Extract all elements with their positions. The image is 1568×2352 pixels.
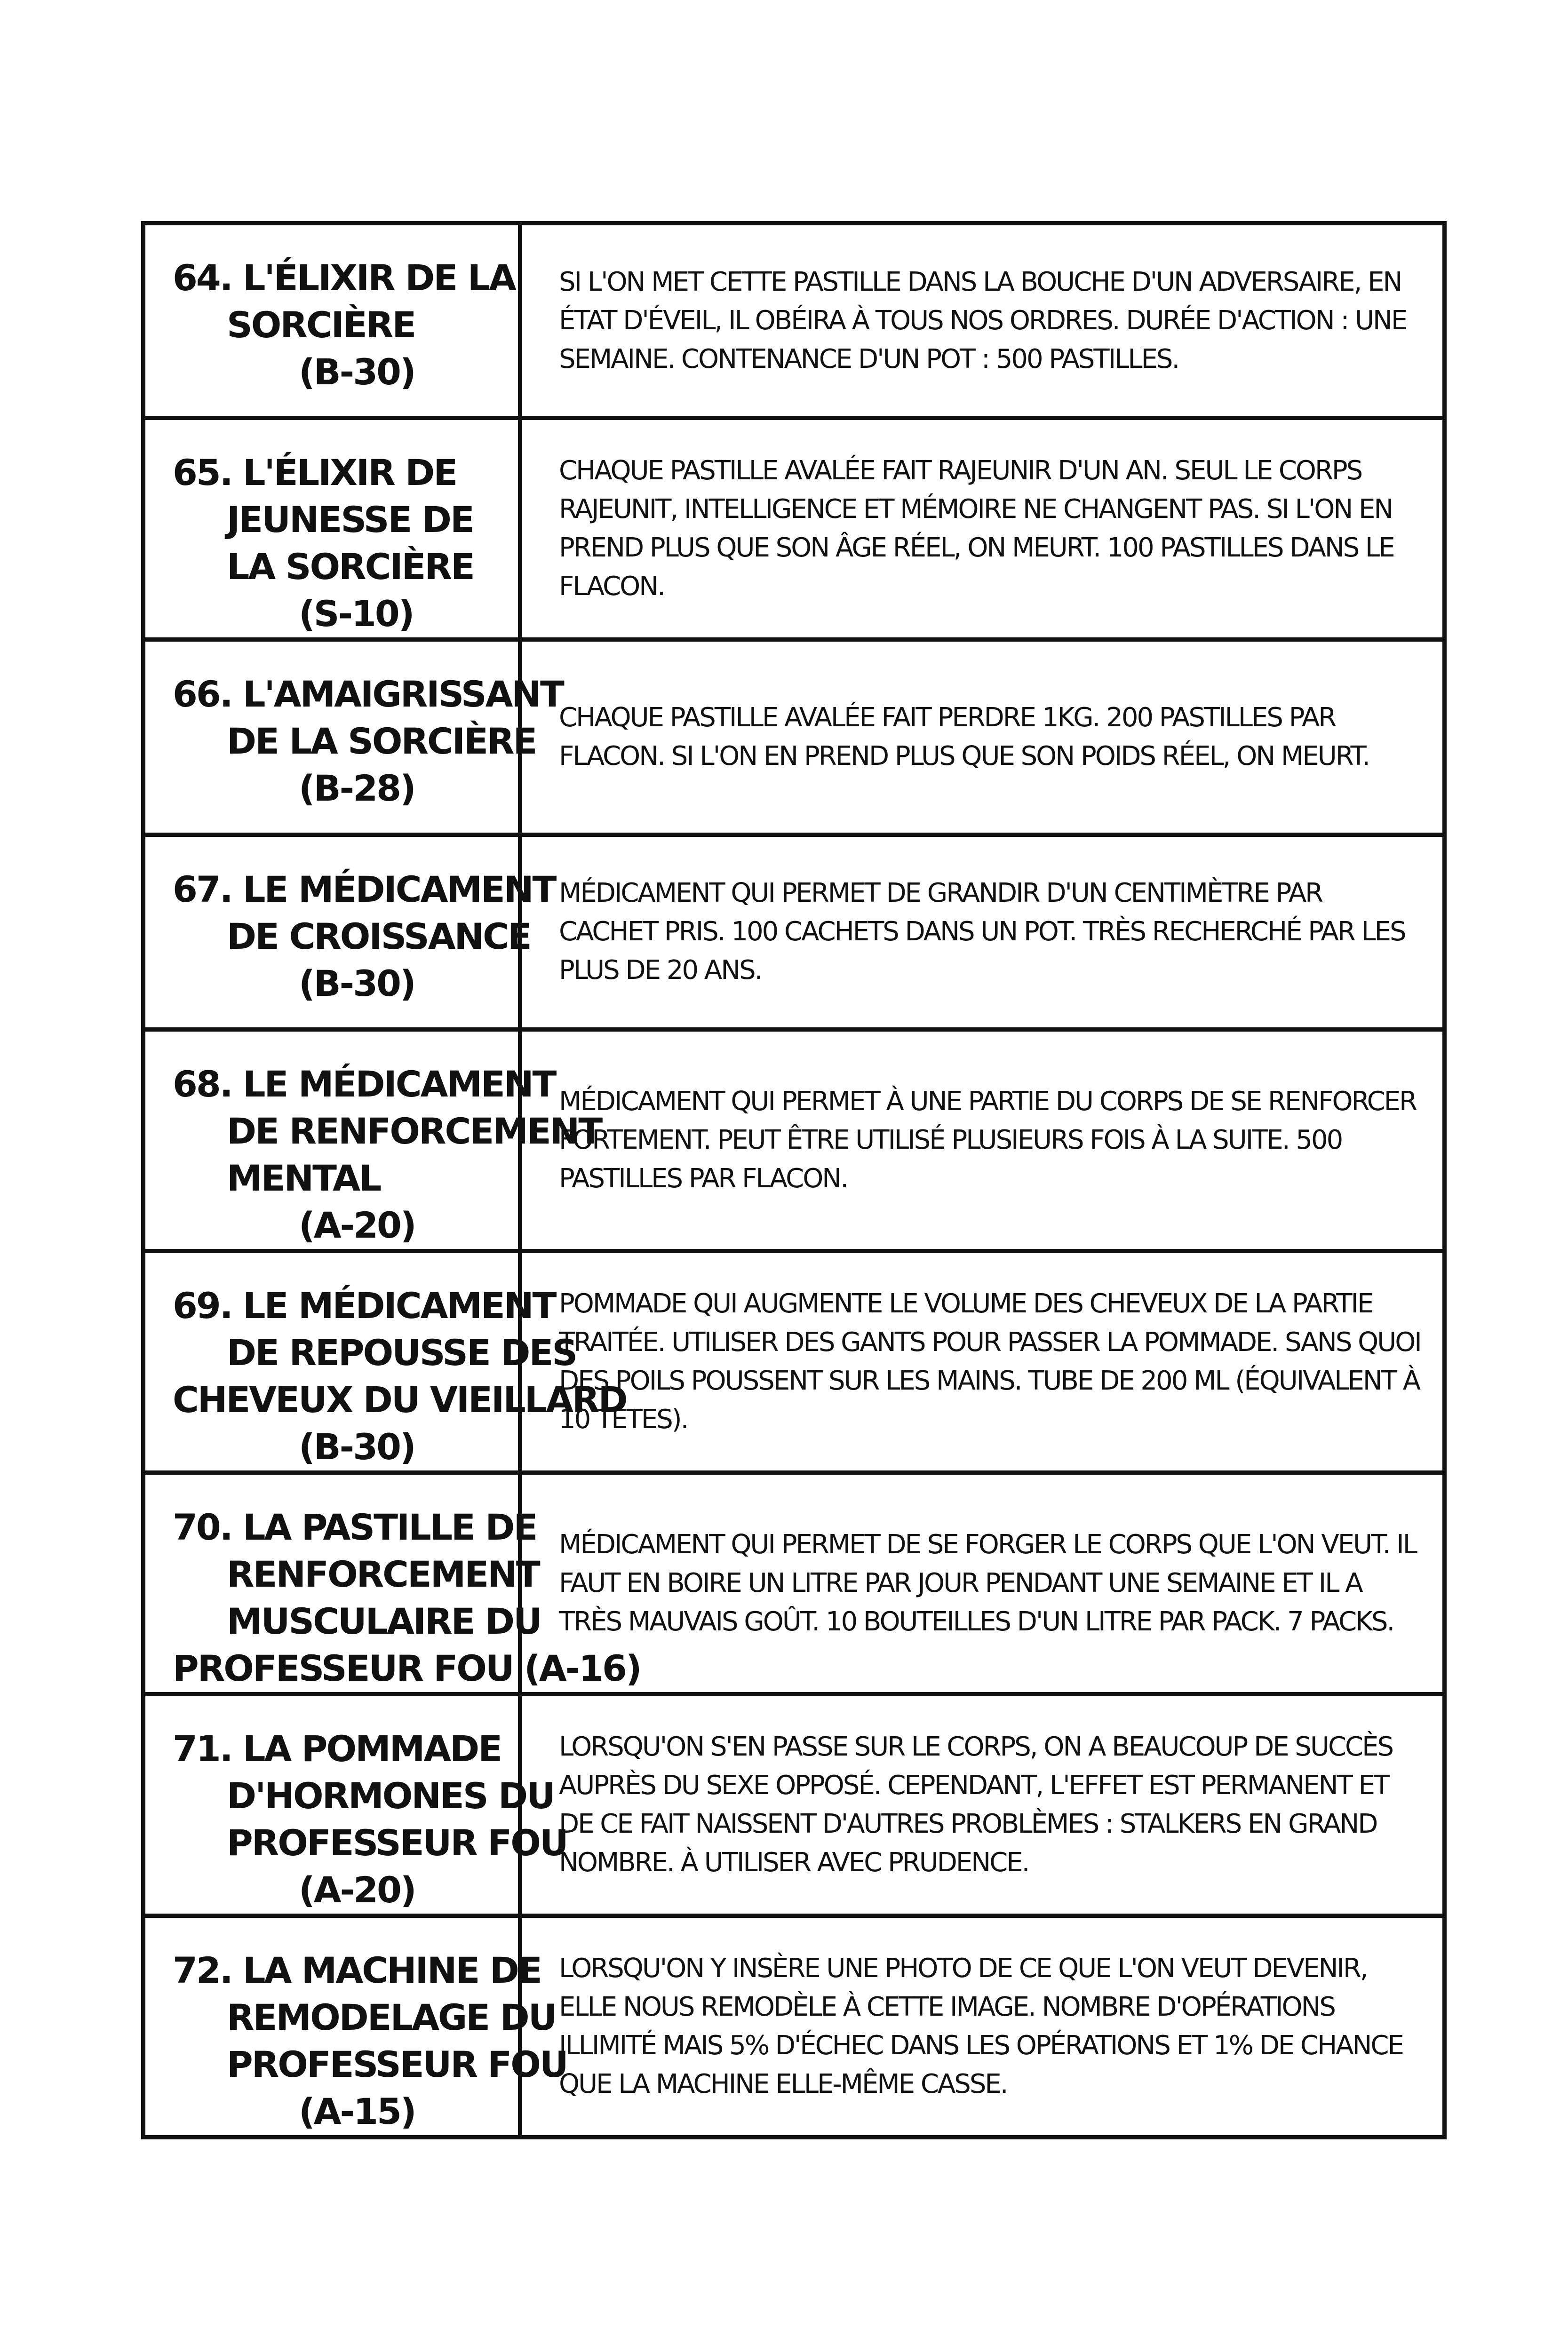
item-name-cell <box>145 225 522 420</box>
item-name-line: DE RENFORCEMENT <box>227 1110 602 1152</box>
item-name-cell <box>145 1696 567 1918</box>
item-description-cell <box>522 1918 1442 2135</box>
item-code: (A-20) <box>299 1869 415 1911</box>
item-name-line: DE LA SORCIÈRE <box>227 720 536 763</box>
item-description-cell <box>522 420 1442 642</box>
item-description: SI L'ON MET CETTE PASTILLE DANS LA BOUCHE D'UN ADVERSAIRE, EN ÉTAT D'ÉVEIL, IL OBÉIRA À TOUS NOS ORDRES. DURÉE D'ACTION : UNE SEMAINE. CONTENANCE D'UN POT : 500 PASTILLES. <box>559 266 1407 374</box>
item-name-cell <box>145 1918 567 2135</box>
item-code: (S-10) <box>299 593 414 635</box>
item-name-line: 64. L'ÉLIXIR DE LA <box>173 257 515 299</box>
item-description: POMMADE QUI AUGMENTE LE VOLUME DES CHEVEUX DE LA PARTIE TRAITÉE. UTILISER DES GANTS POUR PASSER LA POMMADE. SANS QUOI DES POILS POUSSENT SUR LES MAINS. TUBE DE 200 ML (ÉQUIVALENT À 10 TÊTES). <box>559 1288 1421 1435</box>
item-name-line: SORCIÈRE <box>227 304 415 346</box>
item-name-line: MENTAL <box>227 1157 381 1199</box>
item-name-line: 72. LA MACHINE DE <box>173 1949 541 1991</box>
item-catalog-table <box>141 221 1447 2139</box>
item-name-cell <box>145 420 522 642</box>
item-code: (B-30) <box>299 1426 415 1468</box>
item-code: (B-30) <box>299 962 415 1004</box>
item-description-cell <box>522 1696 1442 1918</box>
item-name-line: 71. LA POMMADE <box>173 1728 501 1770</box>
item-name-line: PROFESSEUR FOU <box>227 1822 567 1864</box>
item-name-line: JEUNESSE DE <box>227 499 473 541</box>
item-name-cell <box>145 642 563 836</box>
item-description-cell <box>522 1475 1442 1696</box>
item-description-cell <box>522 1253 1442 1475</box>
item-name-line: 66. L'AMAIGRISSANT <box>173 673 563 715</box>
item-name-line: 65. L'ÉLIXIR DE <box>173 452 457 494</box>
item-code: (B-30) <box>299 351 415 393</box>
item-name-line: D'HORMONES DU <box>227 1775 554 1817</box>
item-name-line: DE CROISSANCE <box>227 915 531 957</box>
item-description: CHAQUE PASTILLE AVALÉE FAIT PERDRE 1KG. 200 PASTILLES PAR FLACON. SI L'ON EN PREND PLUS QUE SON POIDS RÉEL, ON MEURT. <box>559 702 1369 771</box>
item-name-line: CHEVEUX DU VIEILLARD <box>173 1379 627 1421</box>
item-name-line: DE REPOUSSE DES <box>227 1332 577 1374</box>
item-description: MÉDICAMENT QUI PERMET À UNE PARTIE DU CORPS DE SE RENFORCER FORTEMENT. PEUT ÊTRE UTILISÉ PLUSIEURS FOIS À LA SUITE. 500 PASTILLES PAR FLACON. <box>559 1086 1417 1194</box>
item-description: MÉDICAMENT QUI PERMET DE SE FORGER LE CORPS QUE L'ON VEUT. IL FAUT EN BOIRE UN LITRE PAR JOUR PENDANT UNE SEMAINE ET IL A TRÈS MAUVAIS GOÛT. 10 BOUTEILLES D'UN LITRE PAR PACK. 7 PACKS. <box>559 1529 1416 1637</box>
item-name-line: REMODELAGE DU <box>227 1996 556 2038</box>
item-description-cell <box>522 225 1442 420</box>
item-name-cell <box>145 837 556 1032</box>
item-name-cell <box>145 1475 641 1696</box>
item-name-line: 67. LE MÉDICAMENT <box>173 868 556 910</box>
item-name-cell <box>145 1032 602 1253</box>
item-code: (A-20) <box>299 1204 415 1246</box>
item-name-line: 70. LA PASTILLE DE <box>173 1506 537 1548</box>
item-name-line: LA SORCIÈRE <box>227 546 474 588</box>
item-name-cell <box>145 1253 627 1475</box>
item-description-cell <box>522 1032 1442 1253</box>
item-code: (A-15) <box>299 2090 415 2132</box>
item-description-cell <box>522 837 1442 1032</box>
item-description: LORSQU'ON Y INSÈRE UNE PHOTO DE CE QUE L'ON VEUT DEVENIR, ELLE NOUS REMODÈLE À CETTE IMAGE. NOMBRE D'OPÉRATIONS ILLIMITÉ MAIS 5% D'ÉCHEC DANS LES OPÉRATIONS ET 1% DE CHANCE QUE LA MACHINE ELLE-MÊME CASSE. <box>559 1953 1403 2099</box>
item-description: CHAQUE PASTILLE AVALÉE FAIT RAJEUNIR D'UN AN. SEUL LE CORPS RAJEUNIT, INTELLIGENCE ET MÉMOIRE NE CHANGENT PAS. SI L'ON EN PREND PLUS QUE SON ÂGE RÉEL, ON MEURT. 100 PASTILLES DANS LE FLACON. <box>559 455 1394 602</box>
item-description: MÉDICAMENT QUI PERMET DE GRANDIR D'UN CENTIMÈTRE PAR CACHET PRIS. 100 CACHETS DANS UN POT. TRÈS RECHERCHÉ PAR LES PLUS DE 20 ANS. <box>559 878 1405 986</box>
item-name-line: PROFESSEUR FOU (A-16) <box>173 1647 641 1689</box>
item-name-line: PROFESSEUR FOU <box>227 2043 567 2085</box>
item-name-line: 68. LE MÉDICAMENT <box>173 1063 556 1105</box>
item-name-line: MUSCULAIRE DU <box>227 1600 541 1642</box>
item-name-line: 69. LE MÉDICAMENT <box>173 1285 556 1327</box>
item-name-line: RENFORCEMENT <box>227 1553 539 1595</box>
item-code: (B-28) <box>299 767 415 810</box>
item-description-cell <box>522 642 1442 836</box>
item-description: LORSQU'ON S'EN PASSE SUR LE CORPS, ON A BEAUCOUP DE SUCCÈS AUPRÈS DU SEXE OPPOSÉ. CEPENDANT, L'EFFET EST PERMANENT ET DE CE FAIT NAISSENT D'AUTRES PROBLÈMES : STALKERS EN GRAND NOMBRE. À UTILISER AVEC PRUDENCE. <box>559 1732 1393 1878</box>
